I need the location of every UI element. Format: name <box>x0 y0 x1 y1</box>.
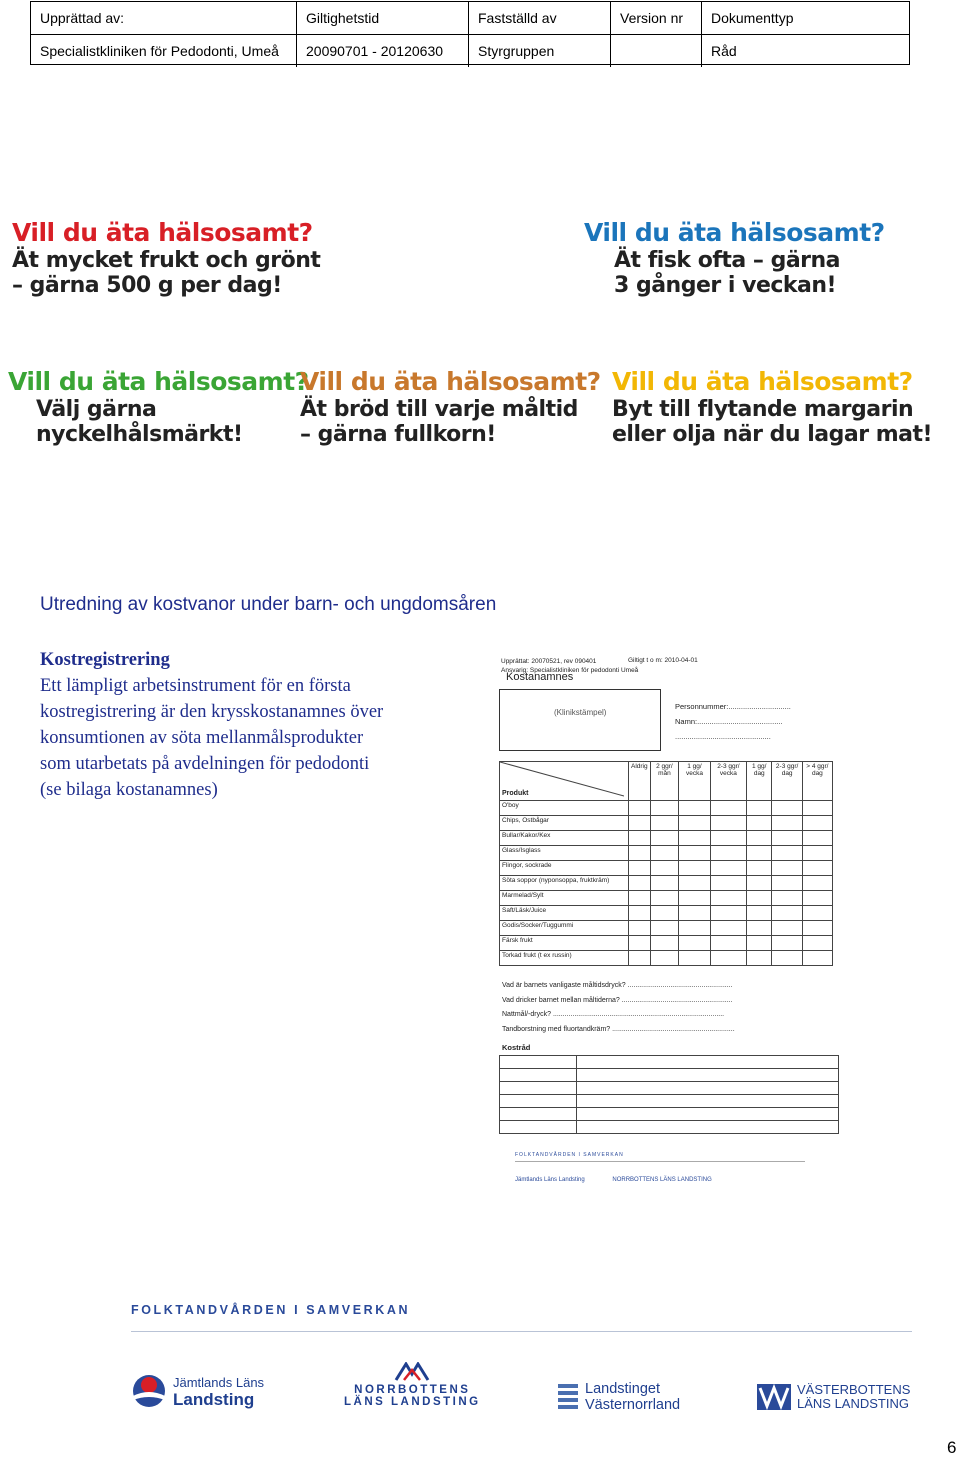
slogan-fisk <box>584 218 885 299</box>
header-label-version: Version nr <box>610 2 701 34</box>
form-namn: Namn:......................................... <box>675 717 783 726</box>
slogan-line: Ät fisk ofta – gärna <box>614 247 841 273</box>
product-cell: Färsk frukt <box>500 936 629 951</box>
section-subtitle: Utredning av kostvanor under barn- och ungdomsåren <box>40 594 497 615</box>
slogan-line: nyckelhålsmärkt! <box>36 422 243 448</box>
slogan-heading: Vill du äta hälsosamt? <box>612 367 913 396</box>
table-header-freq: 1 gg/ dag <box>747 762 772 801</box>
slogan-nyckelhal <box>8 367 309 448</box>
form-dots: .............................................. <box>675 732 771 741</box>
vasterbotten-line1: VÄSTERBOTTENS <box>797 1382 911 1397</box>
slogan-line: Ät bröd till varje måltid <box>300 396 578 422</box>
section-line: kostregistrering är den krysskostanamnes över <box>40 702 384 722</box>
vasterbotten-line2: LÄNS LANDSTING <box>797 1396 909 1411</box>
slogan-frukt <box>12 218 320 299</box>
form-meta-valid: Giltigt t o m: 2010-04-01 <box>628 657 698 664</box>
form-footer-title: FOLKTANDVÅRDEN I SAMVERKAN <box>515 1152 624 1158</box>
jamtland-line2: Landsting <box>173 1390 255 1409</box>
section-line: som utarbetats på avdelningen för pedodonti <box>40 754 370 774</box>
header-label-faststalld: Fastställd av <box>468 2 610 34</box>
table-header-freq: 2-3 ggr/ vecka <box>710 762 746 801</box>
form-stamp-box <box>499 689 661 751</box>
table-row <box>500 1069 839 1082</box>
norrbotten-line2: LÄNS LANDSTING <box>344 1396 481 1408</box>
product-cell: Glass/Isglass <box>500 846 629 861</box>
header-label-giltighetstid: Giltighetstid <box>296 2 468 34</box>
form-person-fields <box>675 699 791 744</box>
table-row <box>500 906 833 921</box>
footer-title: FOLKTANDVÅRDEN I SAMVERKAN <box>131 1303 411 1317</box>
header-value-version <box>610 35 701 67</box>
form-logo-norrbotten: NORRBOTTENS LÄNS LANDSTING <box>612 1177 712 1183</box>
product-cell: Chips, Ostbågar <box>500 816 629 831</box>
page-number: 6 <box>947 1438 957 1457</box>
slogan-brod <box>300 367 601 448</box>
form-question: Nattmål/-dryck? ........................................................................................ <box>502 1011 725 1018</box>
header-value-faststalld: Styrgruppen <box>468 35 610 67</box>
section-line: (se bilaga kostanamnes) <box>40 780 218 800</box>
header-value-dokumenttyp: Råd <box>701 35 911 67</box>
table-row <box>500 1108 839 1121</box>
footer-divider <box>131 1331 912 1332</box>
table-header-freq: 2 ggr/ mån <box>650 762 679 801</box>
form-stamp-label: (Klinikstämpel) <box>554 708 607 717</box>
jamtland-emblem-icon <box>131 1374 167 1408</box>
slogan-line: – gärna fullkorn! <box>300 422 496 448</box>
logo-jamtland <box>131 1374 264 1408</box>
product-cell: Torkad frukt (t ex russin) <box>500 951 629 966</box>
table-row <box>500 1082 839 1095</box>
table-row <box>500 831 833 846</box>
table-header-product <box>500 762 629 801</box>
slogan-heading: Vill du äta hälsosamt? <box>8 367 309 396</box>
product-cell: Godis/Socker/Tuggummi <box>500 921 629 936</box>
slogan-line: Välj gärna <box>36 396 157 422</box>
header-row-labels <box>31 2 909 34</box>
table-header-freq: 1 gg/ vecka <box>679 762 711 801</box>
slogan-heading: Vill du äta hälsosamt? <box>300 367 601 396</box>
table-row <box>500 861 833 876</box>
form-meta-line: Ansvarig: Specialistkliniken för pedodonti Umeå <box>501 667 639 674</box>
form-meta-line: Upprättat: 20070521, rev 090401 <box>501 658 597 665</box>
form-logo-jamtland: Jämtlands Läns Landsting <box>515 1177 585 1183</box>
header-label-dokumenttyp: Dokumenttyp <box>701 2 911 34</box>
table-row <box>500 816 833 831</box>
jamtland-line1: Jämtlands Läns <box>173 1375 265 1390</box>
table-row <box>500 1056 839 1069</box>
kostregistrering-section <box>40 647 383 803</box>
norrbotten-emblem-icon <box>392 1362 432 1382</box>
header-row-values <box>31 34 909 67</box>
form-kostrad-label: Kostråd <box>502 1043 531 1052</box>
form-title: Kostanamnes <box>506 671 574 683</box>
product-cell: Bullar/Kakor/Kex <box>500 831 629 846</box>
header-value-giltighetstid: 20090701 - 20120630 <box>296 35 468 67</box>
table-row <box>500 1121 839 1134</box>
form-frequency-table <box>499 761 833 966</box>
logo-vasternorrland <box>557 1381 680 1413</box>
product-cell: Saft/Läsk/Juice <box>500 906 629 921</box>
table-row <box>500 951 833 966</box>
slogan-line: – gärna 500 g per dag! <box>12 273 282 299</box>
vasternorrland-line1: Landstinget <box>585 1381 660 1397</box>
table-header-freq: Aldrig <box>629 762 651 801</box>
form-footer-divider <box>515 1161 805 1162</box>
table-row <box>500 801 833 816</box>
table-row <box>500 876 833 891</box>
form-personnummer: Personnummer:.............................. <box>675 702 791 711</box>
section-line: Ett lämpligt arbetsinstrument för en första <box>40 676 351 696</box>
form-footer-logos <box>515 1177 738 1183</box>
product-cell: Söta soppor (nyponsoppa, fruktkräm) <box>500 876 629 891</box>
product-cell: O'boy <box>500 801 629 816</box>
slogan-line: Ät mycket frukt och grönt <box>12 247 321 273</box>
slogan-heading: Vill du äta hälsosamt? <box>584 218 885 247</box>
table-row <box>500 1095 839 1108</box>
kostanamnes-form-image <box>499 655 839 1183</box>
vasternorrland-emblem-icon <box>557 1382 579 1412</box>
section-line: konsumtionen av söta mellanmålsprodukter <box>40 728 364 748</box>
product-header-label: Produkt <box>502 790 529 797</box>
form-question: Vad dricker barnet mellan måltiderna? ......................................................... <box>502 996 733 1004</box>
logo-vasterbotten <box>757 1383 910 1411</box>
table-header-freq: > 4 ggr/ dag <box>802 762 832 801</box>
vasternorrland-line2: Västernorrland <box>585 1397 681 1413</box>
logo-norrbotten <box>344 1362 481 1408</box>
section-title: Kostregistrering <box>40 650 170 670</box>
form-question: Vad är barnets vanligaste måltidsdryck? ...................................................... <box>502 982 733 989</box>
header-value-upprattad: Specialistkliniken för Pedodonti, Umeå <box>40 43 279 59</box>
form-kostrad-table <box>499 1055 839 1134</box>
slogan-line: 3 gånger i veckan! <box>614 273 837 299</box>
slogan-heading: Vill du äta hälsosamt? <box>12 218 313 247</box>
product-cell: Flingor, sockrade <box>500 861 629 876</box>
norrbotten-line1: NORRBOTTENS <box>354 1384 471 1396</box>
slogan-line: eller olja när du lagar mat! <box>612 422 933 448</box>
slogan-line: Byt till flytande margarin <box>612 396 914 422</box>
vasterbotten-emblem-icon <box>757 1384 791 1410</box>
slogan-margarin <box>612 367 932 448</box>
table-header-freq: 2-3 ggr/ dag <box>772 762 802 801</box>
form-question: Tandborstning med fluortandkräm? ............................................................... <box>502 1025 735 1033</box>
header-label-upprattad: Upprättad av: <box>40 10 125 26</box>
document-header-table <box>30 1 910 65</box>
table-header-row <box>500 762 833 801</box>
table-row <box>500 891 833 906</box>
table-row <box>500 846 833 861</box>
form-questions <box>502 979 735 1037</box>
product-cell: Marmelad/Sylt <box>500 891 629 906</box>
table-row <box>500 921 833 936</box>
table-row <box>500 936 833 951</box>
